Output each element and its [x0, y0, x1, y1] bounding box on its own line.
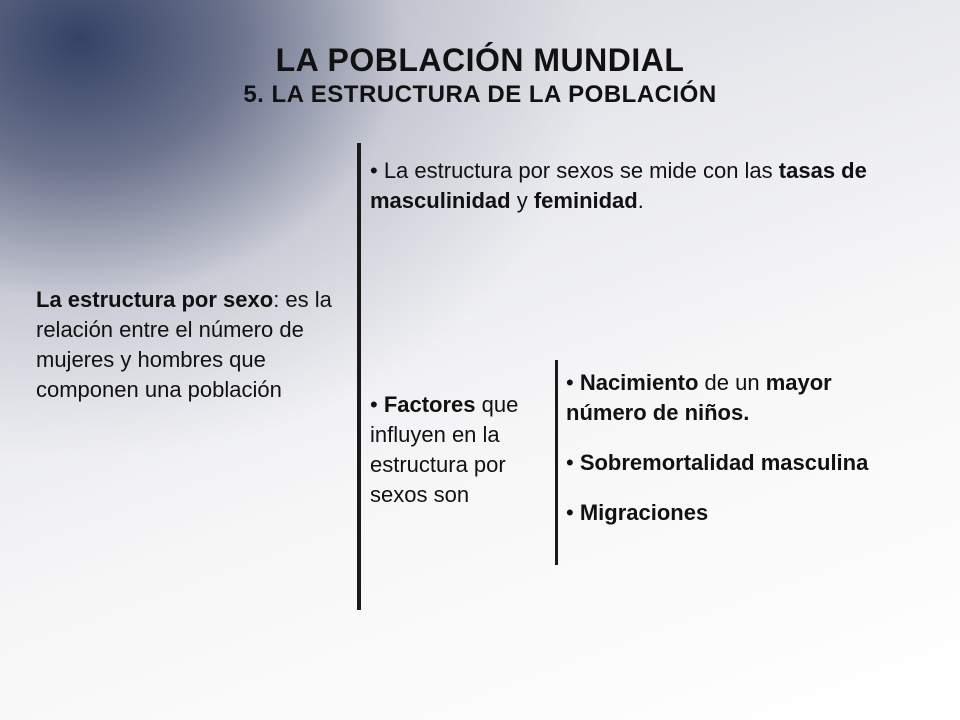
bullet: • — [566, 500, 574, 525]
list-item — [566, 498, 916, 528]
factors-term: Factores — [377, 392, 476, 417]
factor-birth-term: Nacimiento — [573, 370, 699, 395]
factor-list — [566, 368, 916, 548]
factor-birth-connector: de un — [698, 370, 766, 395]
factor-birth-detail: mayor número de niños. — [566, 370, 832, 425]
factors-rest: que influyen en la estructura por sexos son — [370, 392, 519, 507]
factor-male-mortality: Sobremortalidad masculina — [573, 450, 869, 475]
sub-divider-line — [555, 360, 558, 565]
measure-intro: La estructura por sexos se mide con las — [377, 158, 779, 183]
definition-text — [36, 285, 356, 405]
bullet: • — [370, 158, 378, 183]
bullet: • — [566, 450, 574, 475]
bullet: • — [566, 370, 574, 395]
measure-end: . — [637, 188, 644, 213]
measure-connector: y — [510, 188, 534, 213]
slide-subtitle: 5. LA ESTRUCTURA DE LA POBLACIÓN — [243, 81, 717, 108]
slide-title: LA POBLACIÓN MUNDIAL — [275, 42, 685, 78]
measure-text — [370, 156, 890, 216]
definition-rest: : es la relación entre el número de mujeres y hombres que componen una población — [36, 287, 332, 402]
list-item — [566, 368, 916, 428]
measure-term-femininity: feminidad — [533, 188, 638, 213]
measure-term-masculinity: tasas de masculinidad — [370, 158, 867, 213]
list-item — [566, 448, 916, 478]
definition-term: La estructura por sexo — [36, 287, 274, 312]
factor-migrations: Migraciones — [573, 500, 709, 525]
bullet: • — [370, 392, 378, 417]
main-divider-line — [357, 143, 361, 610]
factors-text — [370, 390, 550, 510]
